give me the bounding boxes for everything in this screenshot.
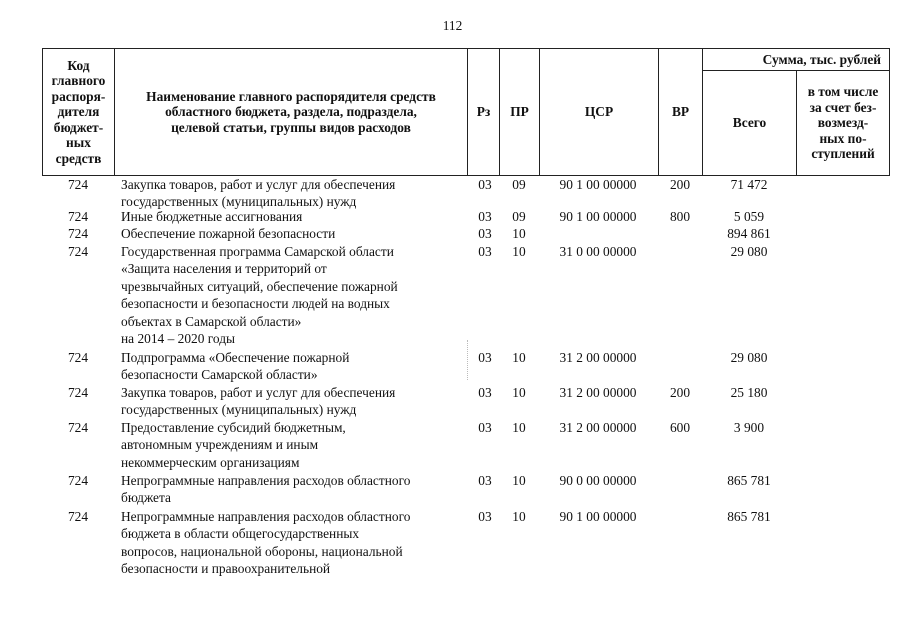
cell-code: 724 [67,420,89,435]
cell-name-line: безопасности и правоохранительной [121,561,331,577]
cell-total: 29 080 [730,244,768,259]
cell-code: 724 [67,385,89,400]
cell-total: 865 781 [727,509,771,524]
cell-name-line: Государственная программа Самарской области [121,244,394,259]
cell-rz: 03 [478,473,492,488]
cell-csr: 90 0 00 00000 [559,473,637,488]
cell-total: 71 472 [730,177,768,192]
header-code-line: главного [51,73,106,89]
cell-name [121,508,467,578]
cell-code: 724 [67,177,89,192]
header-name-line: целевой статьи, группы видов расходов [171,119,411,135]
header-grants-line: возмезд- [817,115,869,131]
header-code-line: бюджет- [53,119,104,135]
cell-code: 724 [67,509,89,524]
cell-name-line: безопасности Самарской области» [121,367,318,383]
cell-name-line: бюджета [121,490,171,506]
header-sum-title: Сумма, тыс. рублей [703,49,889,71]
cell-pr: 10 [512,420,526,435]
cell-name-line: Закупка товаров, работ и услуг для обеспечения [121,177,396,192]
cell-total: 894 861 [727,226,771,241]
header-code [42,49,114,175]
cell-code: 724 [67,209,89,224]
cell-code: 724 [67,350,89,365]
cell-name [121,419,467,471]
cell-rz: 03 [478,244,492,259]
cell-code: 724 [67,226,89,241]
cell-csr: 31 2 00 00000 [559,385,637,400]
cell-name-line: безопасности и безопасности людей на водных [121,296,390,312]
cell-name-line: Подпрограмма «Обеспечение пожарной [121,350,350,365]
cell-name-line: некоммерческим организациям [121,454,300,470]
cell-rz: 03 [478,177,492,192]
cell-name-line: «Защита населения и территорий от [121,261,327,277]
cell-vr: 200 [669,177,691,192]
header-grants-line: ступлений [811,146,875,162]
cell-rz: 03 [478,385,492,400]
cell-csr: 90 1 00 00000 [559,209,637,224]
cell-name-line: бюджета в области общегосударственных [121,526,360,542]
cell-pr: 10 [512,509,526,524]
cell-name-line: Иные бюджетные ассигнования [121,209,303,224]
cell-name-line: Закупка товаров, работ и услуг для обеспечения [121,385,396,400]
cell-pr: 10 [512,244,526,259]
cell-vr: 200 [669,385,691,400]
cell-pr: 09 [512,209,526,224]
cell-name-line: автономным учреждениям и иным [121,437,319,453]
cell-total: 5 059 [733,209,765,224]
cell-name-line: объектах в Самарской области» [121,313,302,329]
header-grants-line: ных по- [819,130,867,146]
header-csr: ЦСР [539,49,658,175]
cell-rz: 03 [478,420,492,435]
cell-csr: 31 2 00 00000 [559,350,637,365]
header-vr: ВР [658,49,702,175]
cell-name [121,384,467,419]
header-total: Всего [703,71,797,175]
cell-code: 724 [67,473,89,488]
header-grants [797,71,889,175]
cell-name [121,208,467,225]
header-code-line: Код [67,58,90,74]
cell-name [121,225,467,242]
cell-pr: 10 [512,473,526,488]
cell-vr: 600 [669,420,691,435]
cell-name-line: государственных (муниципальных) нужд [121,194,357,210]
cell-rz: 03 [478,209,492,224]
cell-name-line: Непрограммные направления расходов областного [121,473,411,488]
header-name-line: областного бюджета, раздела, подраздела, [165,104,417,120]
header-code-line: средств [55,150,102,166]
cell-pr: 10 [512,226,526,241]
cell-rz: 03 [478,350,492,365]
header-code-line: ных [66,135,91,151]
page-number: 112 [442,18,463,33]
header-pr: ПР [499,49,539,175]
cell-name-line: Предоставление субсидий бюджетным, [121,420,346,435]
cell-name [121,176,467,211]
cell-rz: 03 [478,509,492,524]
faint-divider [467,340,468,380]
header-name [114,49,467,175]
cell-csr: 90 1 00 00000 [559,509,637,524]
header-rz: Рз [467,49,499,175]
cell-total: 29 080 [730,350,768,365]
cell-vr: 800 [669,209,691,224]
header-grants-line: в том числе [807,84,879,100]
cell-name-line: чрезвычайных ситуаций, обеспечение пожарной [121,278,398,294]
cell-name-line: Непрограммные направления расходов областного [121,509,411,524]
header-code-line: дителя [57,104,100,120]
cell-name-line: Обеспечение пожарной безопасности [121,226,336,241]
header-grants-line: за счет без- [809,99,877,115]
cell-name [121,349,467,384]
header-code-line: распоря- [51,88,106,104]
header-name-line: Наименование главного распорядителя средств [146,88,436,104]
table-header [42,48,890,176]
cell-total: 3 900 [733,420,765,435]
cell-total: 865 781 [727,473,771,488]
cell-csr: 90 1 00 00000 [559,177,637,192]
cell-pr: 10 [512,385,526,400]
cell-csr: 31 2 00 00000 [559,420,637,435]
cell-name [121,472,467,507]
cell-pr: 09 [512,177,526,192]
cell-total: 25 180 [730,385,768,400]
cell-name-line: на 2014 – 2020 годы [121,331,236,347]
cell-name-line: вопросов, национальной обороны, национальной [121,543,403,559]
cell-code: 724 [67,244,89,259]
cell-csr: 31 0 00 00000 [559,244,637,259]
cell-pr: 10 [512,350,526,365]
cell-name-line: государственных (муниципальных) нужд [121,402,357,418]
cell-rz: 03 [478,226,492,241]
cell-name [121,243,467,347]
header-sum-group [702,49,890,175]
